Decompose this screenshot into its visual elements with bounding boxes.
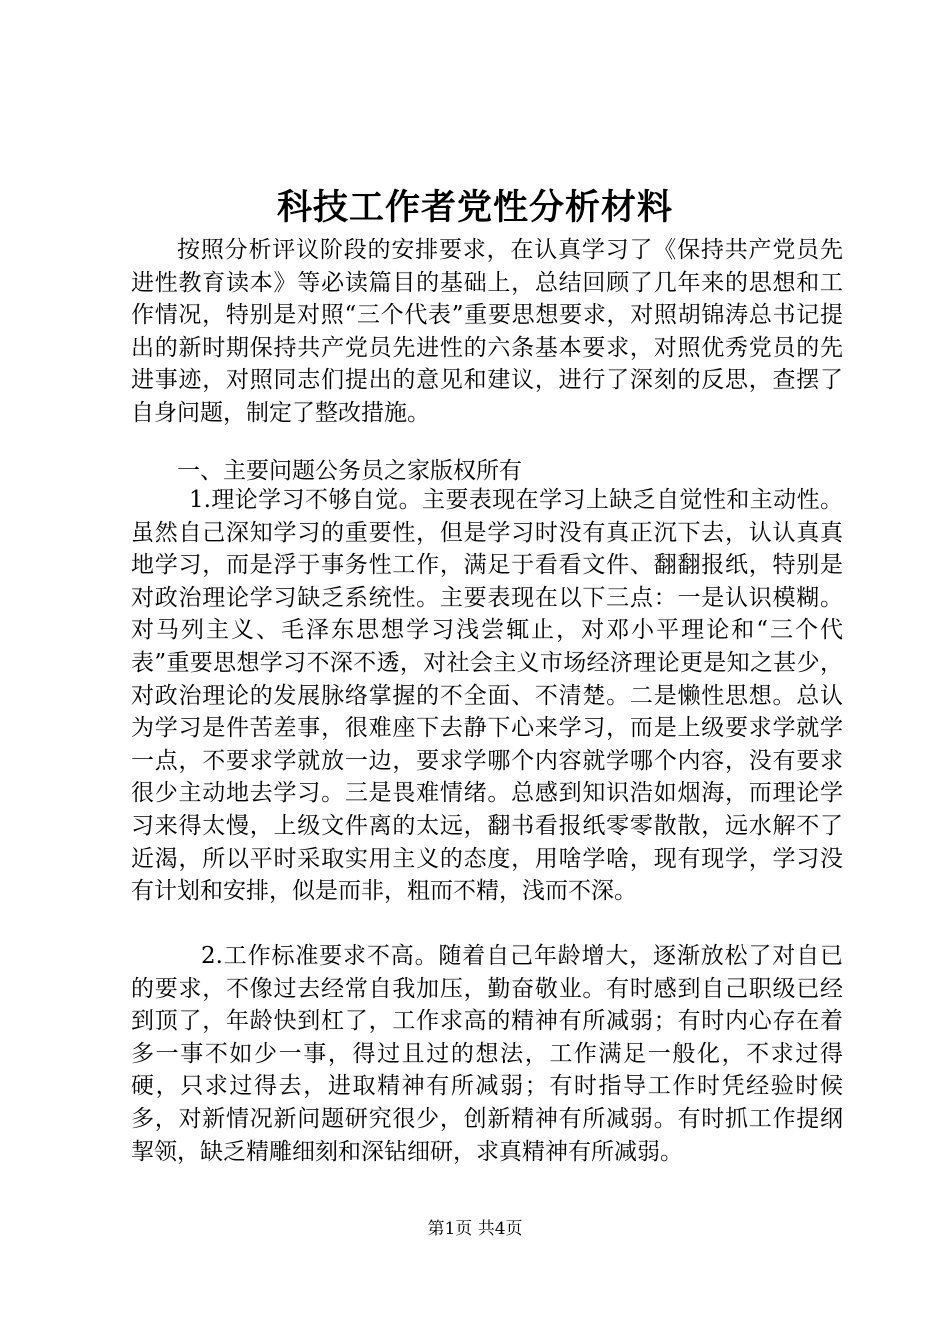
item-2-paragraph: 2.工作标准要求不高。随着自己年龄增大，逐渐放松了对自已的要求，不像过去经常自我加压，勤奋敬业。有时感到自己职级已经到顶了，年龄快到杠了，工作求高的精神有所减弱；有时内心存在着多一事不如少一事，得过且过的想法，工作满足一般化，不求过得硬，只求过得去，进取精神有所减弱；有时指导工作时凭经验时候多，对新情况新问题研究很少，创新精神有所减弱。有时抓工作提纲挈领，缺乏精雕细刻和深钻细研，求真精神有所减弱。 — [131, 943, 843, 1165]
page-footer: 第1页 共4页 — [427, 1219, 523, 1239]
intro-paragraph: 按照分析评议阶段的安排要求，在认真学习了《保持共产党员先进性教育读本》等必读篇目的基础上，总结回顾了几年来的思想和工作情况，特别是对照“三个代表”重要思想要求，对照胡锦涛总书记提出的新时期保持共产党员先进性的六条基本要求，对照优秀党员的先进事迹，对照同志们提出的意见和建议，进行了深刻的反思，查摆了自身问题，制定了整改措施。 — [131, 237, 843, 426]
section-heading: 一、主要问题公务员之家版权所有 — [177, 458, 522, 484]
item-1-paragraph: 1.理论学习不够自觉。主要表现在学习上缺乏自觉性和主动性。虽然自己深知学习的重要性，但是学习时没有真正沉下去，认认真真地学习，而是浮于事务性工作，满足于看看文件、翻翻报纸，特别是对政治理论学习缺乏系统性。主要表现在以下三点：一是认识模糊。对马列主义、毛泽东思想学习浅尝辄止，对邓小平理论和“三个代表”重要思想学习不深不透，对社会主义市场经济理论更是知之甚少，对政治理论的发展脉络掌握的不全面、不清楚。二是懒性思想。总认为学习是件苦差事，很难座下去静下心来学习，而是上级要求学就学一点，不要求学就放一边，要求学哪个内容就学哪个内容，没有要求很少主动地去学习。三是畏难情绪。总感到知识浩如烟海，而理论学习来得太慢，上级文件离的太远，翻书看报纸零零散散，远水解不了近渴，所以平时采取实用主义的态度，用啥学啥，现有现学，学习没有计划和安排，似是而非，粗而不精，浅而不深。 — [131, 487, 843, 905]
document-title: 科技工作者党性分析材料 — [276, 187, 673, 228]
